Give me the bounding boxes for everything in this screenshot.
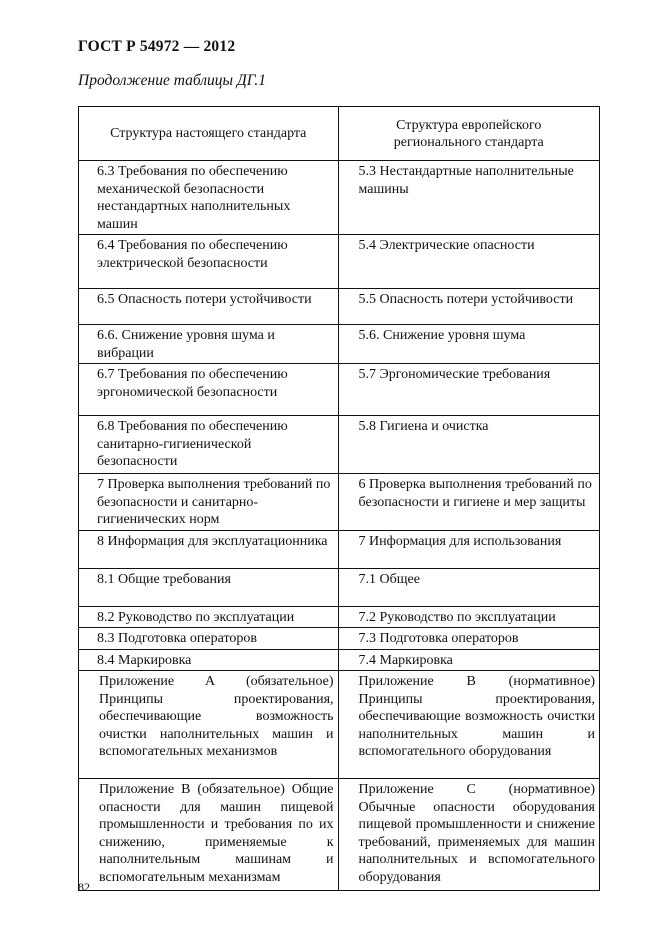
right-cell: Приложение В (нормативное) Принципы проектирования, обеспечивающие возможность очистки наполнительных машин и вспомогательного оборудования [338,671,599,779]
page-number: 82 [78,880,90,894]
table-row [79,671,600,779]
left-cell: 6.8 Требования по обеспечению санитарно-гигиенической безопасности [79,416,339,474]
table-row [79,568,600,606]
right-cell: Приложение С (нормативное) Обычные опасности оборудования пищевой промышленности и снижение требований, применяемых для машин наполнительных и вспомогательного оборудования [338,779,599,891]
table-row [79,364,600,416]
column-header-european: Структура европейского регионального стандарта [338,107,599,161]
column-header-current: Структура настоящего стандарта [79,107,339,161]
left-cell: 8 Информация для эксплуатационника [79,530,339,568]
left-cell: 6.6. Снижение уровня шума и вибрации [79,325,339,364]
table-row [79,628,600,650]
left-cell: 8.1 Общие требования [79,568,339,606]
right-cell: 7.4 Маркировка [338,649,599,671]
left-cell: 6.4 Требования по обеспечению электрической безопасности [79,235,339,289]
right-cell: 5.5 Опасность потери устойчивости [338,289,599,325]
table-row [79,530,600,568]
table-row [79,649,600,671]
table-row [79,325,600,364]
document-header: ГОСТ Р 54972 — 2012 [78,38,236,55]
right-cell: 7.2 Руководство по эксплуатации [338,606,599,628]
table-row [79,289,600,325]
right-cell: 7.1 Общее [338,568,599,606]
left-cell: Приложение В (обязательное) Общие опасности для машин пищевой промышленности и требования по их снижению, применяемые к наполнительным машинам и вспомогательным механизмам [79,779,339,891]
left-cell: Приложение А (обязательное) Принципы проектирования, обеспечивающие возможность очистки наполнительных машин и вспомогательных механизмов [79,671,339,779]
right-cell: 7 Информация для использования [338,530,599,568]
table-row [79,474,600,531]
left-cell: 8.4 Маркировка [79,649,339,671]
left-cell: 6.7 Требования по обеспечению эргономической безопасности [79,364,339,416]
table-row [79,779,600,891]
table-header-row [79,107,600,161]
table-row [79,161,600,235]
table-row [79,235,600,289]
left-cell: 6.3 Требования по обеспечению механической безопасности нестандартных наполнительных машин [79,161,339,235]
left-cell: 6.5 Опасность потери устойчивости [79,289,339,325]
right-cell: 7.3 Подготовка операторов [338,628,599,650]
right-cell: 5.7 Эргономические требования [338,364,599,416]
right-cell: 5.8 Гигиена и очистка [338,416,599,474]
table-row [79,606,600,628]
left-cell: 8.2 Руководство по эксплуатации [79,606,339,628]
table-continuation-caption: Продолжение таблицы ДГ.1 [78,72,267,89]
right-cell: 6 Проверка выполнения требований по безопасности и гигиене и мер защиты [338,474,599,531]
right-cell: 5.6. Снижение уровня шума [338,325,599,364]
structure-comparison-table [78,106,600,891]
left-cell: 7 Проверка выполнения требований по безопасности и санитарно-гигиенических норм [79,474,339,531]
table-row [79,416,600,474]
right-cell: 5.3 Нестандартные наполнительные машины [338,161,599,235]
right-cell: 5.4 Электрические опасности [338,235,599,289]
left-cell: 8.3 Подготовка операторов [79,628,339,650]
